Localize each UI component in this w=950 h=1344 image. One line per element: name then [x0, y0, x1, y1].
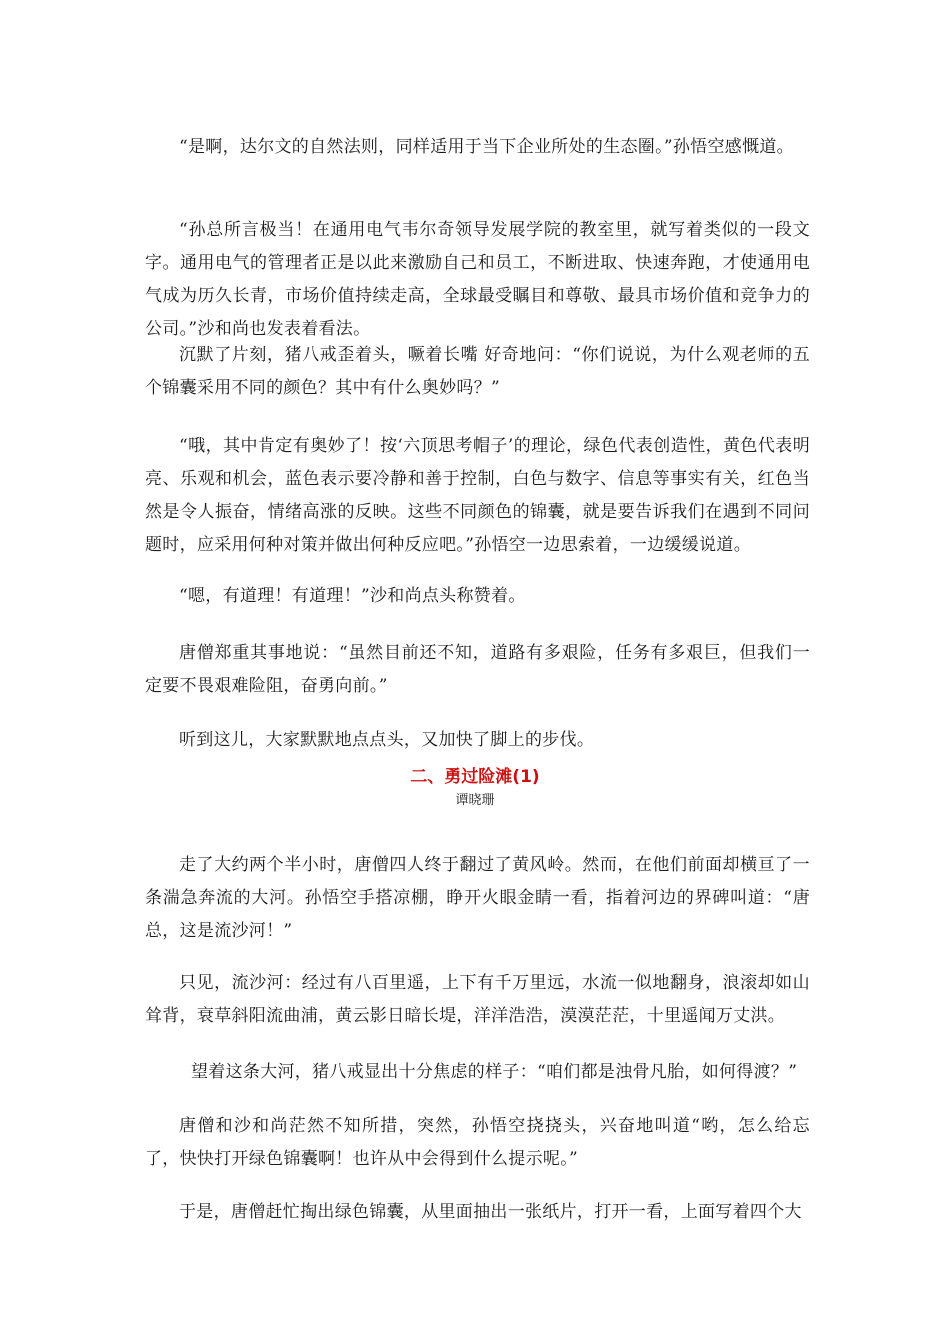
paragraph-darwin-law: “是啊，达尔文的自然法则，同样适用于当下企业所处的生态圈。”孙悟空感慨道。: [179, 137, 794, 157]
paragraph-liusha-river-description: 只见，流沙河：经过有八百里遥，上下有千万里远，水流一似地翻身，浪滚却如山耸背，衰草斜阳流曲浦，黄云影日暗长堤，洋洋浩浩，漠漠茫茫，十里遥闻万丈洪。: [145, 973, 810, 1026]
section-title: 二、勇过险滩(1): [410, 767, 540, 787]
paragraph-zhu-bajie-worry: 望着这条大河，猪八戒显出十分焦虑的样子：“咱们都是浊骨凡胎，如何得渡？”: [191, 1062, 798, 1082]
paragraph-quicken-pace: 听到这儿，大家默默地点点头，又加快了脚上的步伐。: [179, 730, 595, 750]
paragraph-liusha-river-arrival: 走了大约两个半小时，唐僧四人终于翻过了黄风岭。然而，在他们前面却横亘了一条湍急奔流的大河。孙悟空手搭凉棚，睁开火眼金睛一看，指着河边的界碑叫道：“唐总，这是流沙河！”: [145, 855, 810, 941]
paragraph-six-thinking-hats: “哦，其中肯定有奥妙了！按‘六顶思考帽子’的理论，绿色代表创造性，黄色代表明亮、乐观和机会，蓝色表示要冷静和善于控制，白色与数字、信息等事实有关，红色当然是令人振奋，情绪高涨的反映。这些不同颜色的锦囊，就是要告诉我们在遇到不同问题时，应采用何种对策并做出何种反应吧。”孙悟空一边思索着，一边缓缓说道。: [145, 436, 810, 555]
paragraph-tang-seng-speech: 唐僧郑重其事地说：“虽然目前还不知，道路有多艰险，任务有多艰巨，但我们一定要不畏艰难险阻，奋勇向前。”: [145, 643, 810, 696]
paragraph-zhu-bajie-question: 沉默了片刻，猪八戒歪着头，噘着长嘴 好奇地问：“你们说说，为什么观老师的五个锦囊采用不同的颜色？其中有什么奥妙吗？”: [145, 345, 810, 398]
section-author: 谭晓珊: [455, 793, 495, 808]
paragraph-open-green-pouch: 于是，唐僧赶忙掏出绿色锦囊，从里面抽出一张纸片，打开一看，上面写着四个大: [179, 1202, 802, 1222]
paragraph-ge-classroom: “孙总所言极当！在通用电气韦尔奇领导发展学院的教室里，就写着类似的一段文字。通用电气的管理者正是以此来激励自己和员工，不断进取、快速奔跑，才使通用电气成为历久长青，市场价值持续走高，全球最受瞩目和尊敬、最具市场价值和竞争力的公司。”沙和尚也发表着看法。: [145, 220, 810, 339]
paragraph-green-pouch-idea: 唐僧和沙和尚茫然不知所措，突然，孙悟空挠挠头，兴奋地叫道“哟，怎么给忘了，快快打开绿色锦囊啊！也许从中会得到什么提示呢。”: [145, 1116, 810, 1169]
paragraph-sha-heshang-agrees: “嗯，有道理！有道理！”沙和尚点头称赞着。: [179, 586, 526, 606]
